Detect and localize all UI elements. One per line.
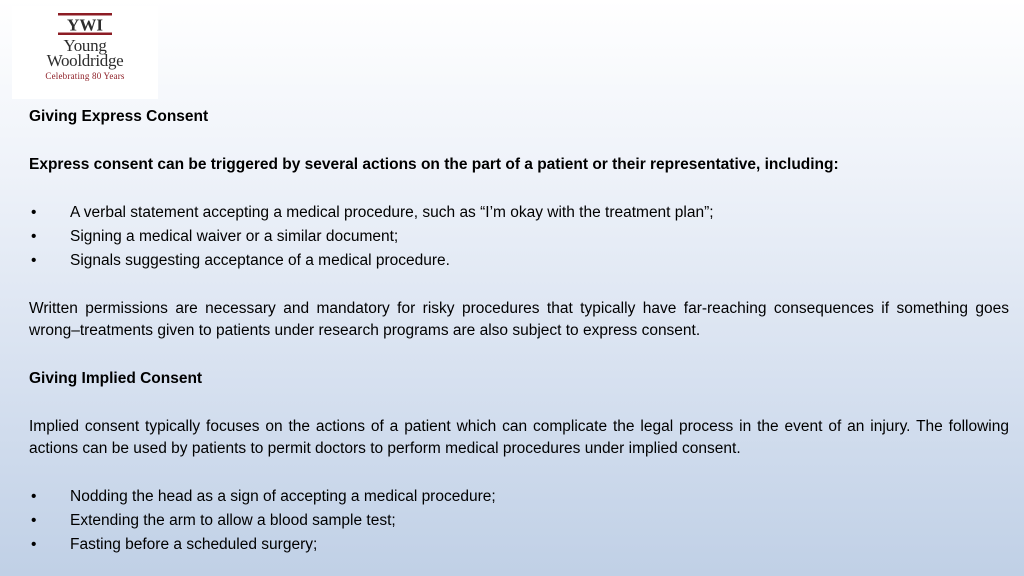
spacer (29, 342, 1009, 368)
implied-consent-heading: Giving Implied Consent (29, 370, 203, 387)
bullet-icon: • (31, 228, 37, 245)
spacer (29, 274, 1009, 298)
implied-consent-list (29, 486, 1009, 558)
list-item (29, 486, 1009, 510)
implied-consent-paragraph: Implied consent typically focuses on the actions of a patient which can complicate the legal process in the event of an injury. The following actions can be used by patients to permit doctors to perform medical procedures under implied consent. (29, 418, 1009, 457)
bullet-icon: • (31, 512, 37, 529)
bullet-icon: • (31, 536, 37, 553)
list-item-text: Extending the arm to allow a blood sample test; (70, 512, 396, 529)
company-logo (12, 6, 158, 99)
spacer (29, 460, 1009, 486)
list-item (29, 202, 1009, 226)
list-item-text: Signals suggesting acceptance of a medical procedure. (70, 252, 450, 269)
bullet-icon: • (31, 252, 37, 269)
list-item-text: Nodding the head as a sign of accepting a medical procedure; (70, 488, 496, 505)
written-permissions-paragraph: Written permissions are necessary and mandatory for risky procedures that typically have far-reaching consequences if something goes wrong–treatments given to patients under research programs are also subject to express consent. (29, 300, 1009, 339)
logo-name-line1: Young (63, 36, 107, 55)
list-item (29, 534, 1009, 558)
logo-tagline: Celebrating 80 Years (45, 71, 125, 81)
list-item (29, 226, 1009, 250)
express-consent-intro: Express consent can be triggered by several actions on the part of a patient or their representative, including: (29, 156, 839, 173)
bullet-icon: • (31, 204, 37, 221)
spacer (29, 390, 1009, 416)
express-consent-heading: Giving Express Consent (29, 108, 209, 125)
slide-content (29, 106, 1009, 558)
list-item (29, 250, 1009, 274)
building-logo-icon (56, 13, 114, 35)
list-item-text: Fasting before a scheduled surgery; (70, 536, 318, 553)
spacer (29, 176, 1009, 202)
list-item-text: A verbal statement accepting a medical procedure, such as “I’m okay with the treatment plan”; (70, 204, 714, 221)
list-item-text: Signing a medical waiver or a similar document; (70, 228, 399, 245)
logo-name-line2: Wooldridge (46, 51, 124, 70)
spacer (29, 128, 1009, 154)
logo-mark-text: YWI (67, 15, 103, 35)
list-item (29, 510, 1009, 534)
express-consent-list (29, 202, 1009, 274)
bullet-icon: • (31, 488, 37, 505)
